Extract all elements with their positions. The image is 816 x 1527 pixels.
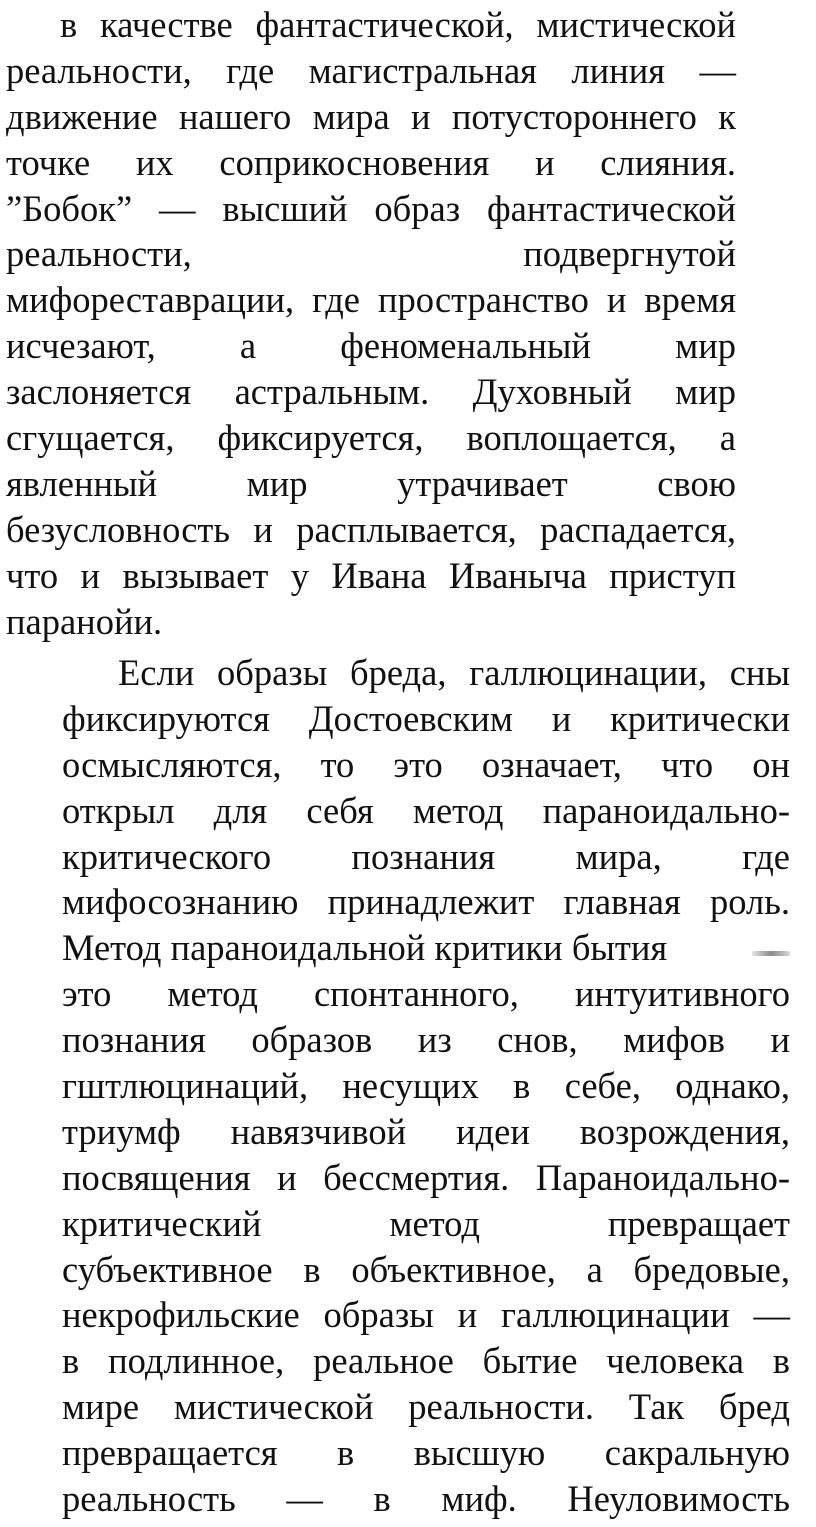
paragraph-line: Если образы бреда, галлюцинации, сны [118,652,790,693]
paragraph-line: в подлинное, реальное бытие человека в [62,1340,790,1382]
paragraph-line: исчезают, а феноменальный мир [6,325,736,367]
paragraph-line: критический метод превращает [62,1202,790,1244]
paragraph-line: реальности, подвергнутой [6,233,736,275]
paragraph-line: паранойи. [6,600,163,642]
paragraph-line: критического познания мира, где [62,835,790,877]
paragraph-line: в качестве фантастической, мистической [60,4,736,45]
paragraph-line: мире мистической реальности. Так бред [62,1386,790,1428]
paragraph-line: реальности, где магистральная линия — [6,49,736,91]
paragraph-line: Метод параноидальной критики бытия [62,927,668,969]
paragraph-1 [6,2,736,644]
paragraph-2 [62,650,790,1522]
paragraph-line: открыл для себя метод параноидально- [62,789,790,831]
paragraph-line: субъективное в объективное, а бредовые, [62,1248,790,1290]
paragraph-line: заслоняется астральным. Духовный мир [6,371,736,413]
paragraph-line: движение нашего мира и потустороннего к [6,95,736,137]
paragraph-line: реальность — в миф. Неуловимость [62,1478,790,1520]
paragraph-line: гштлюцинаций, несущих в себе, однако, [62,1065,790,1107]
paragraph-line: триумф навязчивой идеи возрождения, [62,1110,790,1152]
paragraph-line: явленный мир утрачивает свою [6,462,736,504]
paragraph-line: что и вызывает у Ивана Иваныча приступ [6,554,736,596]
paragraph-line: некрофильские образы и галлюцинации — [62,1294,790,1336]
paragraph-line: осмысляются, то это означает, что он [62,743,790,785]
paragraph-line: ”Бобок” — высший образ фантастической [6,187,736,229]
paragraph-line: сгущается, фиксируется, воплощается, а [6,417,736,459]
dash-smudge [752,951,790,956]
paragraph-line: посвящения и бессмертия. Параноидально- [62,1156,790,1198]
paragraph-line: точке их соприкосновения и слияния. [6,141,736,183]
paragraph-line: это метод спонтанного, интуитивного [62,973,790,1015]
paragraph-line: превращается в высшую сакральную [62,1432,790,1474]
paragraph-line: познания образов из снов, мифов и [62,1019,790,1061]
paragraph-line: мифосознанию принадлежит главная роль. [62,881,790,923]
paragraph-line: фиксируются Достоевским и критически [62,697,790,739]
paragraph-line: мифореставрации, где пространство и время [6,279,736,321]
paragraph-line: безусловность и расплывается, распадается, [6,508,736,550]
